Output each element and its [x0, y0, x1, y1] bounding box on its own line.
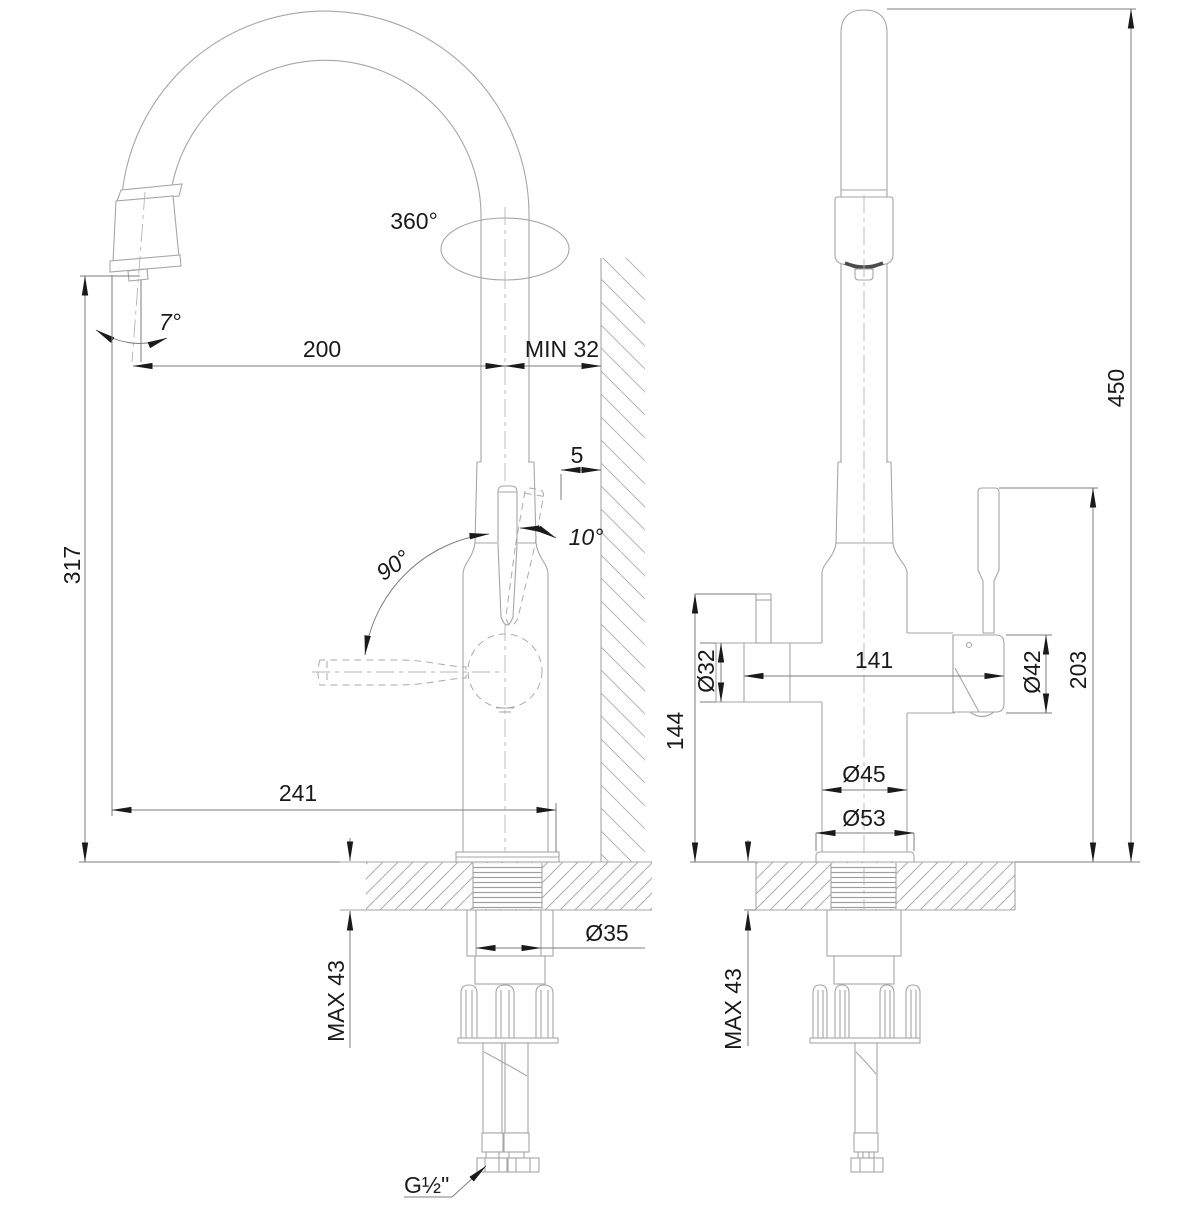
- label-hose-thread: G½": [404, 1172, 450, 1198]
- dim-handle-height: 203: [1065, 650, 1091, 690]
- dim-max-deck-right: MAX 43: [720, 968, 746, 1050]
- main-handle-front: [978, 488, 999, 633]
- side-view: [59, 11, 652, 1198]
- dim-body-dia: Ø45: [842, 761, 886, 787]
- threaded-shank-right: [831, 863, 896, 909]
- wall-section: [601, 258, 645, 862]
- dim-spout-tilt: 7°: [159, 309, 181, 335]
- left-valve-arm: [716, 594, 822, 702]
- front-view: [662, 9, 1140, 1172]
- dim-right-valve-dia: Ø42: [1019, 650, 1045, 694]
- dim-side-lever-height: 144: [662, 711, 688, 751]
- left-valve-lever: [756, 594, 771, 643]
- dim-overall-height: 450: [1103, 368, 1129, 408]
- dim-max-deck-left: MAX 43: [323, 960, 349, 1042]
- spout-arc: [122, 11, 529, 462]
- dim-min-wall-clearance: MIN 32: [524, 336, 600, 362]
- dimensions-side: [59, 208, 645, 1198]
- dim-valve-spread: 141: [854, 647, 894, 673]
- handle-lever-horizontal: [312, 660, 500, 685]
- dim-shank-dia: Ø35: [585, 920, 629, 946]
- dim-swivel-angle: 360°: [390, 208, 438, 234]
- dim-spout-height: 317: [59, 545, 85, 585]
- dim-lever-tilt: 10°: [568, 524, 604, 550]
- dim-spout-reach: 200: [302, 336, 342, 362]
- right-valve-arm: [907, 488, 1004, 717]
- dim-lever-swing: 90°: [371, 544, 415, 586]
- countertop-section-right: [756, 862, 1015, 910]
- dim-wall-gap: 5: [570, 442, 584, 468]
- spray-head: [110, 184, 182, 362]
- filter-spout-outlet: [970, 712, 994, 717]
- dim-left-valve-dia: Ø32: [693, 649, 719, 693]
- threaded-shank-left: [473, 863, 542, 909]
- handle-lever-up: [498, 486, 517, 625]
- dim-overall-reach: 241: [278, 780, 318, 806]
- dim-base-dia: Ø53: [842, 805, 886, 831]
- countertop-section-left: [340, 862, 652, 910]
